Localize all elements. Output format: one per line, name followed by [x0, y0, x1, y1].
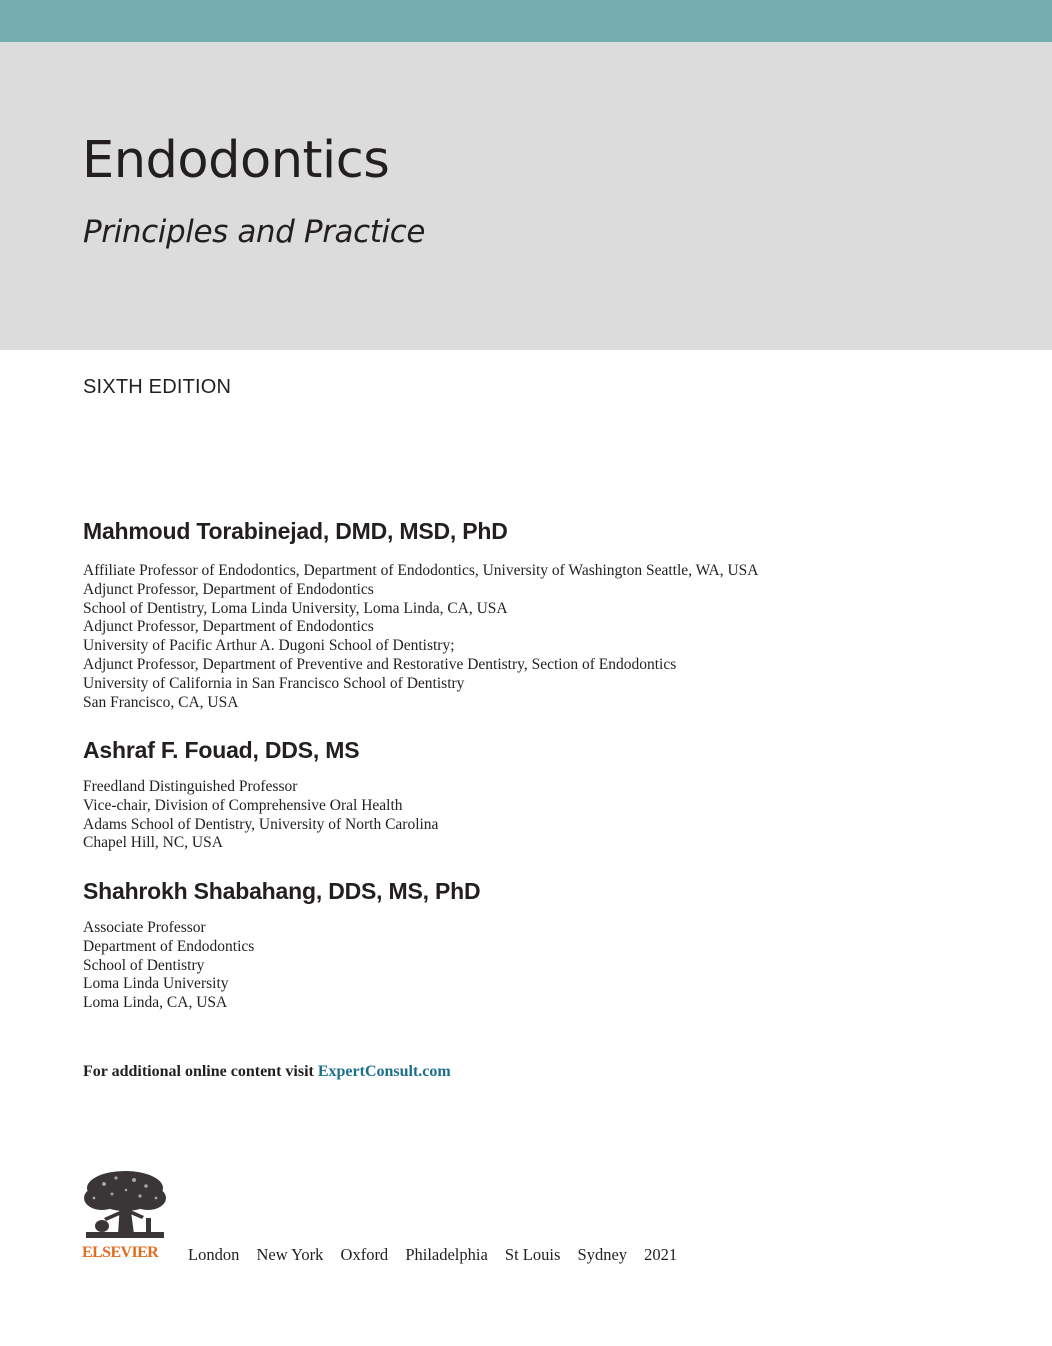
- city-london: London: [188, 1245, 240, 1264]
- author-name: Ashraf F. Fouad, DDS, MS: [83, 737, 360, 763]
- expertconsult-link[interactable]: ExpertConsult.com: [317, 1063, 451, 1080]
- city-st-louis: St Louis: [504, 1245, 561, 1264]
- affiliation-line: School of Dentistry: [83, 956, 205, 974]
- online-content-prefix: For additional online content visit: [83, 1063, 318, 1080]
- publisher-cities: [188, 1245, 677, 1265]
- online-content-note: [83, 1063, 451, 1081]
- author-affiliation: [83, 919, 254, 1013]
- affiliation-line: Adjunct Professor, Department of Endodontics: [83, 618, 374, 636]
- author-affiliation: [83, 778, 438, 853]
- affiliation-line: Loma Linda, CA, USA: [83, 994, 228, 1012]
- title-block: [0, 42, 1052, 350]
- affiliation-line: San Francisco, CA, USA: [83, 693, 239, 711]
- city-new-york: New York: [256, 1245, 324, 1264]
- city-philadelphia: Philadelphia: [405, 1245, 488, 1264]
- affiliation-line: University of Pacific Arthur A. Dugoni School of Dentistry;: [83, 637, 455, 655]
- publication-year: 2021: [644, 1245, 678, 1264]
- affiliation-line: Associate Professor: [83, 919, 206, 936]
- affiliation-line: Department of Endodontics: [83, 937, 255, 955]
- affiliation-line: Adjunct Professor, Department of Endodontics: [83, 580, 374, 598]
- author-affiliation: [83, 562, 758, 712]
- author-name: Shahrokh Shabahang, DDS, MS, PhD: [83, 878, 481, 904]
- affiliation-line: Adams School of Dentistry, University of North Carolina: [83, 815, 439, 833]
- affiliation-line: Chapel Hill, NC, USA: [83, 834, 223, 852]
- author-name: Mahmoud Torabinejad, DMD, MSD, PhD: [83, 518, 508, 544]
- affiliation-line: Loma Linda University: [83, 975, 229, 993]
- affiliation-line: Vice-chair, Division of Comprehensive Oral Health: [83, 796, 403, 814]
- affiliation-line: Freedland Distinguished Professor: [83, 778, 298, 795]
- city-oxford: Oxford: [340, 1245, 389, 1264]
- affiliation-line: Adjunct Professor, Department of Preventive and Restorative Dentistry, Section of Endodontics: [83, 655, 677, 673]
- book-title: Endodontics: [82, 131, 390, 190]
- city-sydney: Sydney: [577, 1245, 628, 1264]
- affiliation-line: School of Dentistry, Loma Linda University, Loma Linda, CA, USA: [83, 599, 508, 617]
- affiliation-line: Affiliate Professor of Endodontics, Department of Endodontics, University of Washington Seattle, WA, USA: [83, 562, 759, 579]
- tree-icon: [82, 1168, 168, 1242]
- publisher-logo-text: ELSEVIER: [82, 1244, 159, 1261]
- edition-label: SIXTH EDITION: [83, 376, 232, 398]
- affiliation-line: University of California in San Francisco School of Dentistry: [83, 674, 465, 692]
- book-subtitle: Principles and Practice: [83, 214, 426, 250]
- top-band: [0, 0, 1052, 42]
